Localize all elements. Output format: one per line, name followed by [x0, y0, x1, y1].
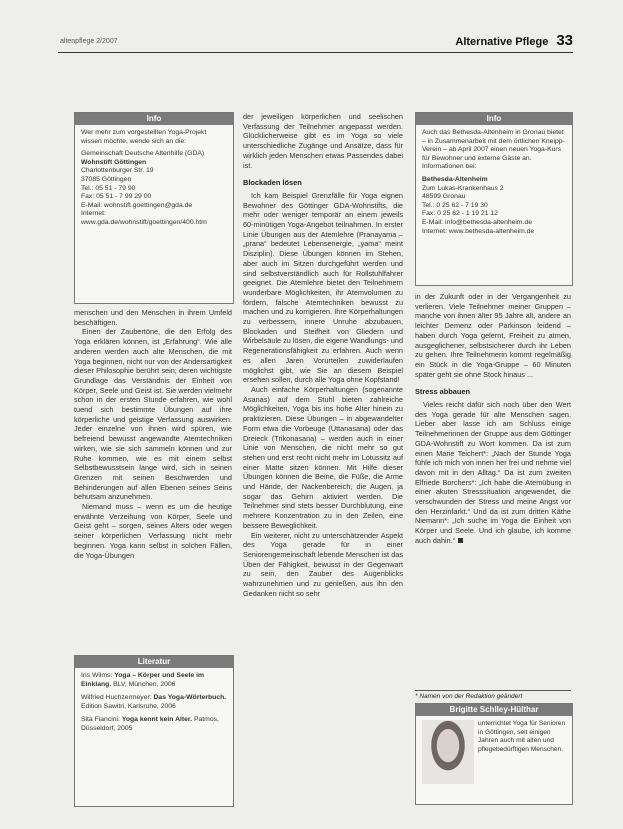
- footnote: * Namen von der Redaktion geändert: [415, 690, 571, 700]
- lit-title: Das Yoga-Wörterbuch.: [153, 694, 227, 702]
- lit-title: Yoga kennt kein Alter.: [121, 716, 193, 724]
- subheading: Stress abbauen: [415, 387, 471, 397]
- lit-publisher: Edition Sawitri, Karlsruhe, 2006: [81, 702, 176, 710]
- literature-item: [81, 716, 227, 733]
- info-line: 37085 Göttingen: [81, 175, 132, 183]
- lit-author: Iris Wilms:: [81, 672, 115, 679]
- info-email-link[interactable]: E-Mail: wohnstift.goettingen@gda.de: [81, 201, 193, 209]
- paragraph: in der Zukunft oder in der Vergangenheit zu verlieren. Viele Teilnehmer meiner Gruppen – manche von ihnen älter 95 Jahre alt, andere an leichter Demenz oder Parkinson leidend – haben durch Yoga gelernt, Freiheit zu atmen, ausgeglichener, selbstsicherer durch ihr Leben zu gehen. Ihre Teilnehmerin kommt regelmäßig ein Stück in die Yoga-Gruppe – 60 Minuten später geht sie ohne Stock hinaus ...: [415, 292, 571, 379]
- paragraph: Einen der Zaubertöne, die den Erfolg des Yoga erklären können, ist „Erfahrung“. Wie alle anderen werden auch alte Menschen, die mit Yoga beginnen, nicht nur von der Andersartigkeit dieser Philosophie berührt sein; deren wichtigste Grundlage das Verständnis der Einheit von Körper, Seele und Geist ist. Sie werden vielmehr schon in der ersten Stunde erfahren, wie wohl tuend sich bestimmte Übungen auf ihre körperliche und geistige Verfassung auswirken. Jeder einzelne von ihnen wird spüren, wie befreiend bewusst angewandte Atemtechniken wirken, wie sie sich sammeln können und zur Ruhe kommen, wie es mit einem selbst Selbstbewusstsein lange wird, sich in seinen Grenzen mit seinen Beschwerden und Behinderungen auf allen Ebenen seines Seins behutsam anzunehmen.: [74, 327, 232, 502]
- info-line: Wohnstift Göttingen: [81, 158, 147, 166]
- lit-author: Wilfried Huchzermeyer:: [81, 694, 154, 702]
- page-header: [58, 30, 573, 53]
- info-line: Auch das Bethesda-Altenheim in Gronau bietet – in Zusammenarbeit mit dem örtlichen Kneipp-Verein – ab April 2007 einen neuen Yoga-Kurs für Bewohner und externe Gäste an. Informationen bei:: [422, 129, 565, 171]
- literature-list: [75, 668, 233, 738]
- info-line: Fax: 05 51 - 7 99 29 00: [81, 193, 152, 201]
- section-title: [455, 32, 573, 49]
- lit-author: Sita Fiancini:: [81, 716, 122, 724]
- info-line: Bethesda-Altenheim: [422, 175, 488, 183]
- author-box: [415, 703, 573, 805]
- author-photo: [422, 720, 474, 784]
- section-name: Alternative Pflege: [455, 36, 549, 48]
- paragraph: [415, 400, 571, 546]
- info-box-title: Info: [416, 113, 572, 125]
- info-line: Tel.: 0 25 62 - 7 19 30: [422, 201, 488, 209]
- info-box-title: Info: [75, 113, 233, 125]
- article-column-1: [74, 308, 232, 560]
- article-column-3: [415, 292, 571, 546]
- paragraph: Niemand muss – wenn es um die heutige erwähnte Verzeihung von Körper, Seele und Geist geht – sorgen, seines Alters oder wegen seiner körperlichen Verfassung nicht mehr beginnen. Yoga kann selbst in solchen Fällen, die Yoga-Übungen: [74, 502, 232, 560]
- info-line: Wer mehr zum vorgestellten Yoga-Projekt wissen möchte, wende sich an die:: [81, 129, 207, 145]
- paragraph: Ein weiterer, nicht zu unterschätzender Aspekt des Yoga gerade für in einer Seniorengemeinschaft lebende Menschen ist das Üben der Fähigkeit, bewusst in der Gegenwart zu sein, den Zauber des Augenblicks wahrzunehmen und zu genießen, aus ihn den Gedanken nicht so sehr: [243, 530, 403, 598]
- article-column-2: [243, 112, 403, 598]
- info-box-contact: [74, 112, 234, 304]
- paragraph: Ich kam Beispiel Grenzfälle für Yoga eignen Bewohner des Göttinger GDA-Wohnstifts, die mehr oder weniger temporär an einem jeweils 60-minütigen Yoga-Angebot teilnahmen. In erster Linie Übungen aus der Atemlehre (Pranayama – „prana“ bedeutet Lebensenergie, „yama“ meint Disziplin). Diese Übungen können im Stehen, aber auch im Sitzen durchgeführt werden und sind selbstverständlich auch für Rollstuhlfahrer geeignet. Die Atemlehre bietet den Teilnehmern wunderbare Möglichkeiten, ihr Atemvolumen zu fördern, falsche Atemtechniken bewusst zu machen und zu korrigieren. Ihre Körperhaltungen zu verbessern, innere Unruhe abzubauen, Blockaden und Steifheit von Gliedern und Wirbelsäule zu lösen, die eigene Wandlungs- und Regenerationsfähigkeit zu erfahren. Auch wenn es allen Jaren Vorurteilen zuwiderlaufen möglichst gibt, wie Sie an diesem Beispiel ersehen sollen, durch alle Yoga ohne Kopfstand!: [243, 190, 403, 385]
- paragraph: der jeweiligen körperlichen und seelischen Verfassung der Teilnehmer angepasst werden. Glücklicherweise gibt es im Yoga so viele unterschiedliche Zugänge und Ansätze, dass für wirklich jeden Menschen etwas Passendes dabei ist.: [243, 112, 403, 170]
- issue-label: altenpflege 2/2007: [60, 38, 118, 45]
- paragraph-text: Vieles reicht dafür sich noch über den Wert des Yoga gerade für alte Menschen sagen. Lieber aber lasse ich am Schluss einige Teilnehmerinnen der Gruppe aus dem Göttinger GDA-Wohnstift zu Wort kommen. Da ist zum einen Marie Teichert*: „Nach der Stunde Yoga fühle ich mich von innen her frei und nehme viel davon mit in den Alltag.“ Da ist zum zweiten Elfriede Borchers*: „Ich habe die Atemübung in einer akuten Stresssituation angewendet, die verschwunden der Stress und meine Angst vor den Herzinfarkt.“ Und da ist zum dritten Käthe Niemann*: „Ich suche im Yoga die Einheit von Körper und Seele. Und ich glaube, ich komme auch dahin.“: [415, 400, 571, 545]
- lit-publisher: BLV, München, 2006: [113, 680, 176, 688]
- page-number: 33: [556, 32, 573, 49]
- info-box-body: [416, 125, 572, 240]
- literature-box-title: Literatur: [75, 656, 233, 668]
- paragraph: Auch einfache Körperhaltungen (sogenannte Asanas) auf dem Stuhl bieten zahlreiche Möglichkeiten, Yoga bis ins hohe Alter hinein zu praktizieren. Diese Übungen – in abgewandelter Form etwa die Vorbeuge (Uttanasana) oder das Dreieck (Trikonasana) – werden auch in einer Linie von Menschen, die nicht mehr so gut stehen und erst recht nicht mehr im Lotussitz auf einer Matte sitzen können. Mit Hilfe dieser Übungen können die Beine, die Füße, die Arme und Hände, der Nackenbereich, die Augen, ja sogar das Gehirn aktiviert werden. Die Teilnehmer sind stets besser Durchblutung, eine mehrere Konzentration zu in den Zeilen, eine bessere Beweglichkeit.: [243, 384, 403, 530]
- author-name: Brigitte Schlley-Hülthar: [416, 704, 572, 716]
- subheading: Blockaden lösen: [243, 178, 302, 188]
- info-line: Charlottenburger Str. 19: [81, 167, 154, 175]
- info-email-link[interactable]: E-Mail: info@bethesda-altenheim.de: [422, 218, 533, 226]
- info-line: Zum Lukas-Krankenhaus 2: [422, 184, 504, 192]
- lit-title: Yoga – Körper und Seele im Einklang.: [81, 672, 205, 688]
- info-line: Gemeinschaft Deutsche Altenhilfe (GDA): [81, 150, 205, 158]
- literature-item: [81, 672, 227, 689]
- paragraph: menschen und den Menschen in ihrem Umfeld beschäftigen.: [74, 308, 232, 327]
- info-web-link[interactable]: Internet: www.bethesda-altenheim.de: [422, 227, 535, 235]
- info-box-bethesda: [415, 112, 573, 286]
- info-box-body: [75, 125, 233, 232]
- literature-box: [74, 655, 234, 807]
- author-bio: unterrichtet Yoga für Senioren in Göttingen, seit einigen Jahren auch mit alten und pflegebedürftigen Menschen.: [478, 720, 566, 753]
- end-of-article-mark: [458, 538, 463, 543]
- info-web-link[interactable]: Internet: www.gda.de/wohnstift/goettingen/400.htm: [81, 210, 207, 226]
- info-line: 48599 Gronau: [422, 193, 466, 201]
- info-line: Fax: 0 25 62 - 1 19 21 12: [422, 210, 498, 218]
- lit-publisher: Patmos, Düsseldorf, 2005: [81, 716, 219, 732]
- info-line: Tel.: 05 51 - 79 90: [81, 184, 136, 192]
- literature-item: [81, 694, 227, 711]
